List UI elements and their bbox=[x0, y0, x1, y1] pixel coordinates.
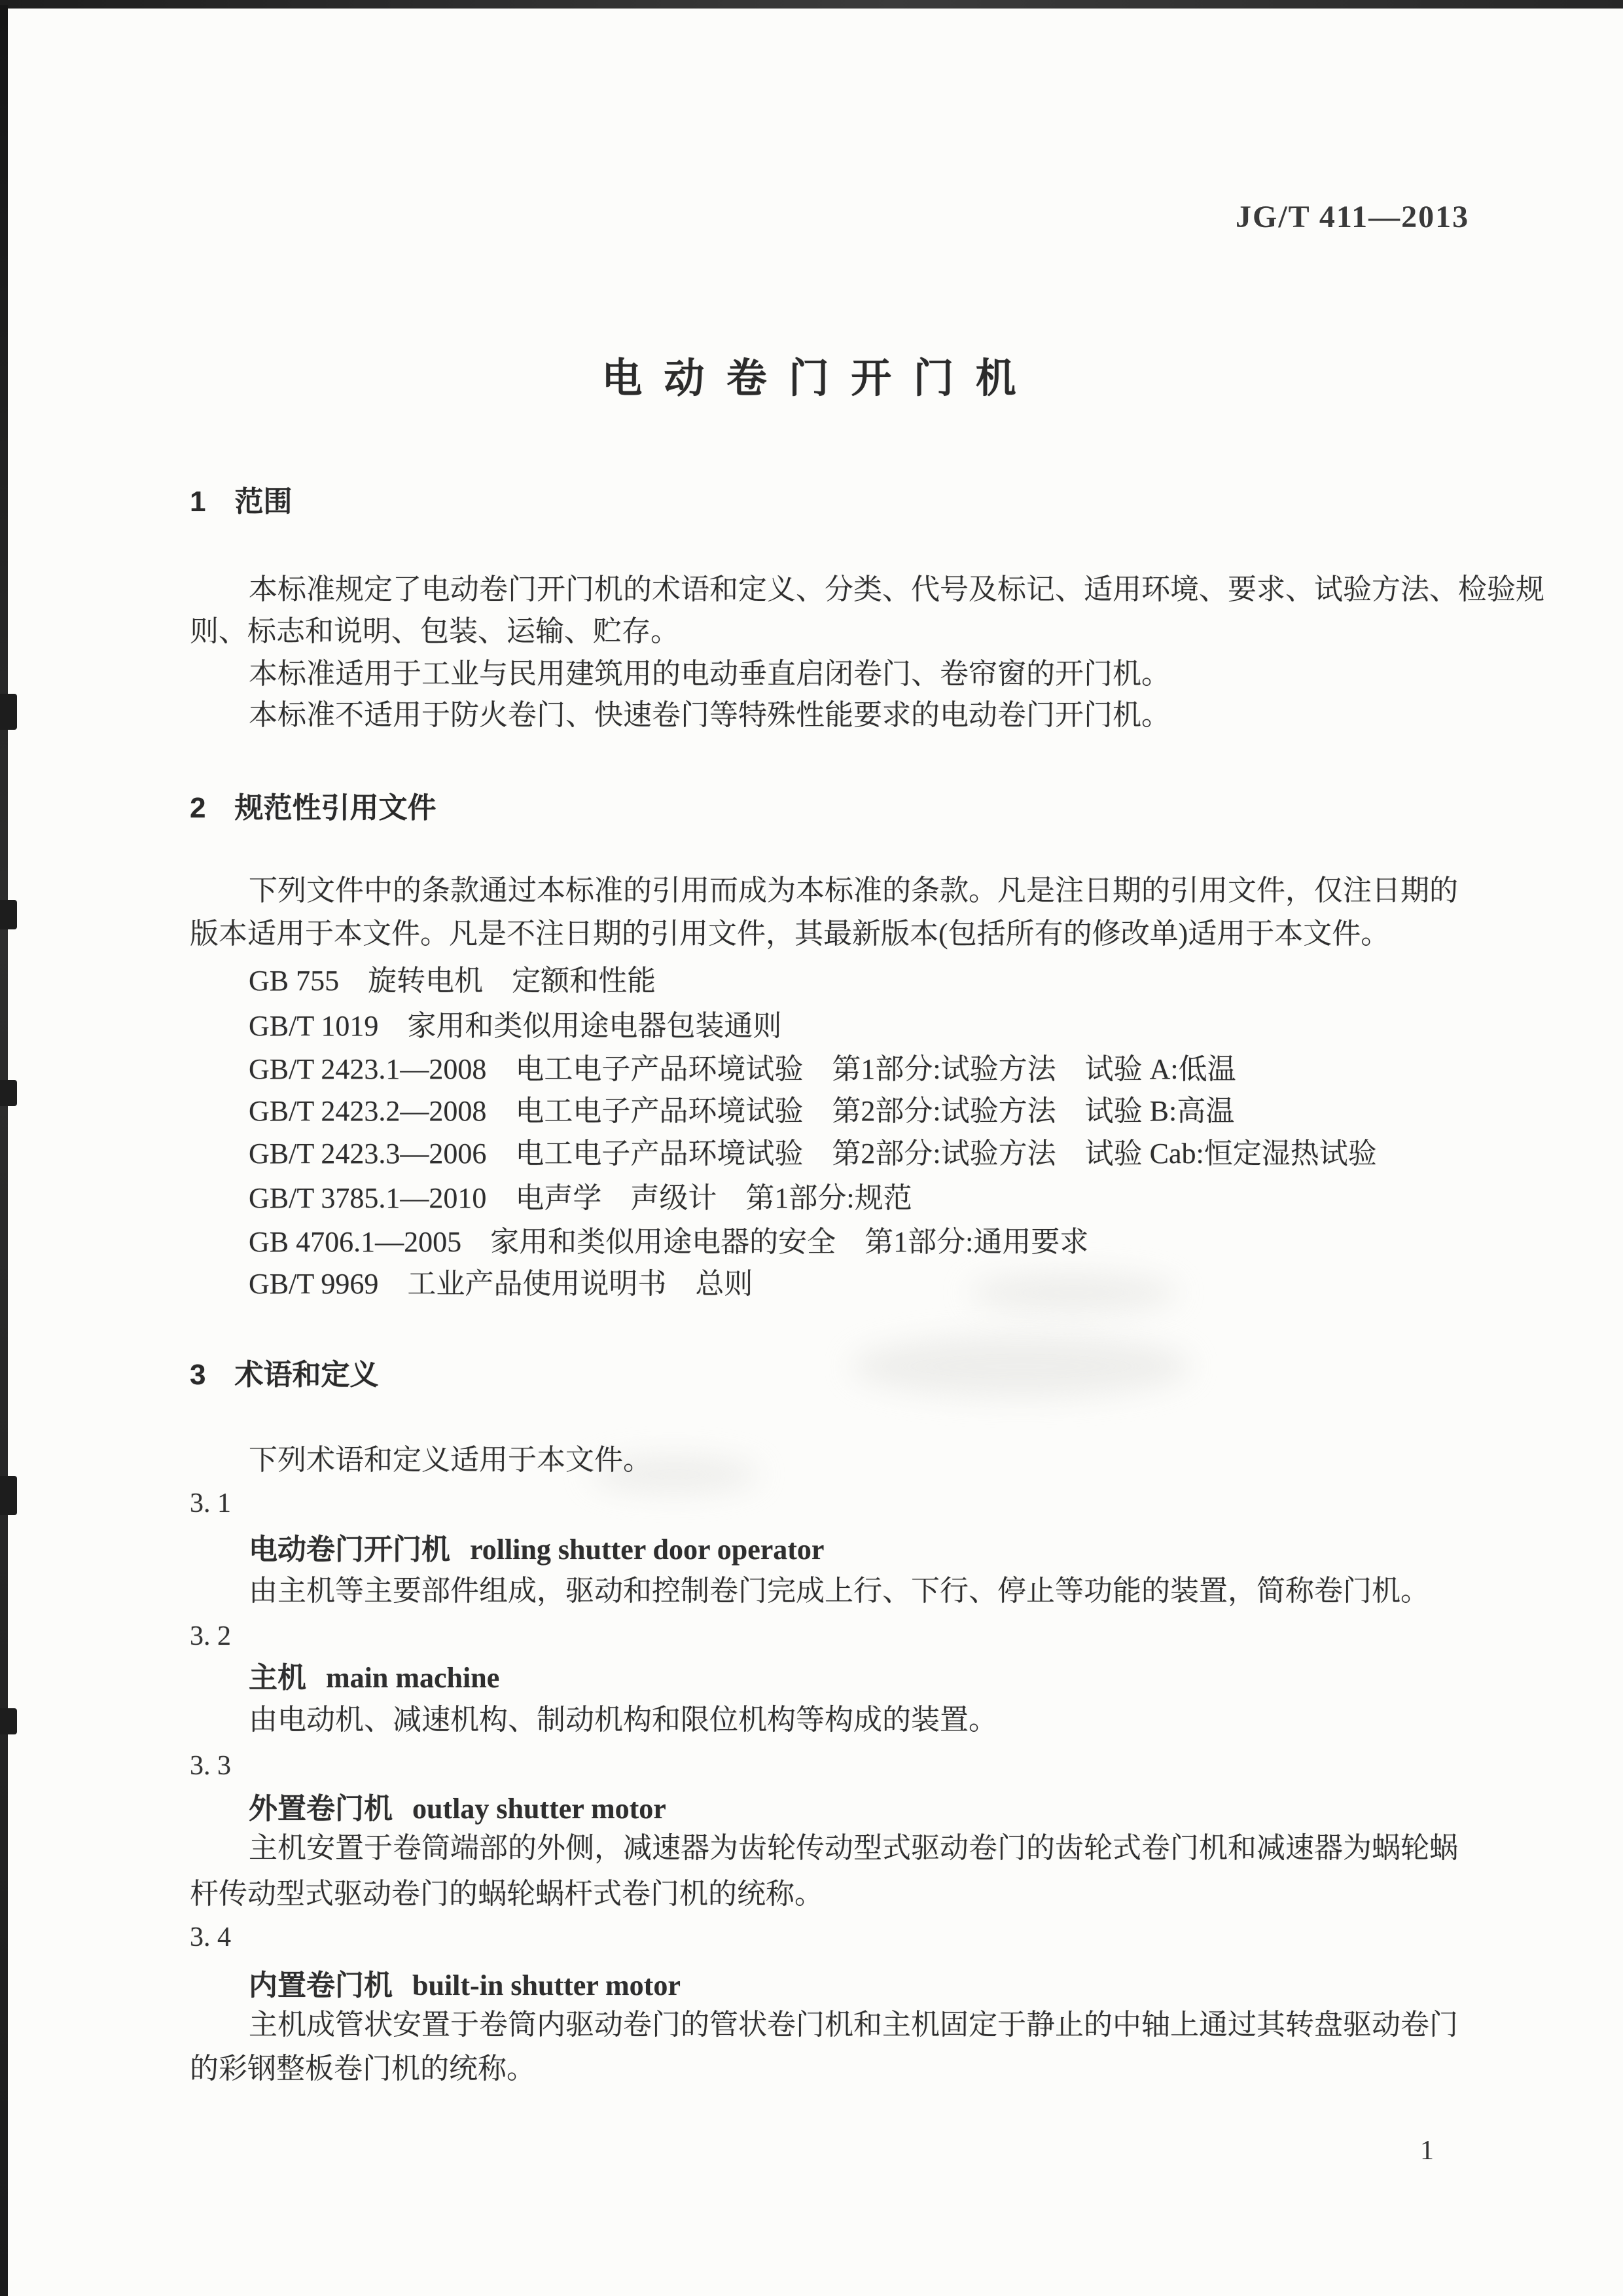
page-number: 1 bbox=[1420, 2136, 1434, 2166]
scan-tick-mark bbox=[0, 1476, 17, 1515]
references-intro-line: 下列文件中的条款通过本标准的引用而成为本标准的条款。凡是注日期的引用文件，仅注日期的 bbox=[249, 874, 1458, 906]
term-3-3-clause: 3. 3 bbox=[190, 1751, 231, 1781]
scope-paragraph-line: 本标准规定了电动卷门开门机的术语和定义、分类、代号及标记、适用环境、要求、试验方法、检验规 bbox=[249, 573, 1544, 605]
reference-item: GB/T 9969 工业产品使用说明书 总则 bbox=[249, 1268, 753, 1300]
term-3-3-en: outlay shutter motor bbox=[412, 1793, 666, 1825]
term-3-1-definition-line: 由主机等主要部件组成，驱动和控制卷门完成上行、下行、停止等功能的装置，简称卷门机。 bbox=[249, 1575, 1429, 1607]
section-2-heading: 2 规范性引用文件 bbox=[190, 792, 437, 824]
term-3-2-cn: 主机 bbox=[249, 1662, 306, 1694]
term-3-3-title bbox=[249, 1793, 666, 1826]
term-3-4-clause: 3. 4 bbox=[190, 1922, 231, 1952]
scan-tick-mark bbox=[0, 1080, 17, 1106]
reference-item: GB/T 3785.1—2010 电声学 声级计 第1部分:规范 bbox=[249, 1182, 912, 1214]
term-3-1-clause: 3. 1 bbox=[190, 1488, 231, 1518]
scope-paragraph-line: 本标准不适用于防火卷门、快速卷门等特殊性能要求的电动卷门开门机。 bbox=[249, 699, 1170, 731]
term-3-1-cn: 电动卷门开门机 bbox=[249, 1534, 450, 1566]
term-3-4-cn: 内置卷门机 bbox=[249, 1969, 393, 2001]
reference-item: GB 4706.1—2005 家用和类似用途电器的安全 第1部分:通用要求 bbox=[249, 1226, 1089, 1258]
reference-item: GB/T 2423.3—2006 电工电子产品环境试验 第2部分:试验方法 试验 Cab:恒定湿热试验 bbox=[249, 1138, 1377, 1170]
section-1-heading: 1 范围 bbox=[190, 486, 293, 518]
term-3-4-definition-line: 的彩钢整板卷门机的统称。 bbox=[190, 2053, 535, 2085]
term-3-2-clause: 3. 2 bbox=[190, 1621, 231, 1651]
scan-top-edge bbox=[0, 0, 1623, 9]
term-3-2-title bbox=[249, 1662, 499, 1695]
term-3-3-definition-line: 主机安置于卷筒端部的外侧，减速器为齿轮传动型式驱动卷门的齿轮式卷门机和减速器为蜗轮蜗 bbox=[249, 1832, 1458, 1864]
term-3-1-title bbox=[249, 1534, 824, 1567]
reference-item: GB/T 2423.1—2008 电工电子产品环境试验 第1部分:试验方法 试验 A:低温 bbox=[249, 1053, 1236, 1085]
reference-item: GB/T 2423.2—2008 电工电子产品环境试验 第2部分:试验方法 试验 B:高温 bbox=[249, 1095, 1235, 1127]
scan-tick-mark bbox=[0, 1708, 17, 1734]
scan-tick-mark bbox=[0, 694, 17, 730]
term-3-3-cn: 外置卷门机 bbox=[249, 1793, 393, 1825]
scope-paragraph-line: 本标准适用于工业与民用建筑用的电动垂直启闭卷门、卷帘窗的开门机。 bbox=[249, 658, 1170, 690]
term-3-4-en: built-in shutter motor bbox=[412, 1969, 681, 2001]
scan-bleed-smudge bbox=[851, 1335, 1191, 1397]
term-3-1-en: rolling shutter door operator bbox=[470, 1534, 825, 1566]
references-intro-line: 版本适用于本文件。凡是不注日期的引用文件，其最新版本(包括所有的修改单)适用于本文件。 bbox=[190, 918, 1390, 950]
term-3-3-definition-line: 杆传动型式驱动卷门的蜗轮蜗杆式卷门机的统称。 bbox=[190, 1878, 823, 1910]
standard-code: JG/T 411—2013 bbox=[1236, 200, 1470, 234]
term-3-2-en: main machine bbox=[326, 1662, 500, 1694]
term-3-4-title bbox=[249, 1969, 681, 2003]
terms-intro: 下列术语和定义适用于本文件。 bbox=[249, 1444, 652, 1476]
document-title: 电 动 卷 门 开 门 机 bbox=[601, 356, 1022, 401]
scan-tick-mark bbox=[0, 900, 17, 929]
reference-item: GB/T 1019 家用和类似用途电器包装通则 bbox=[249, 1010, 782, 1042]
term-3-2-definition-line: 由电动机、减速机构、制动机构和限位机构等构成的装置。 bbox=[249, 1704, 997, 1736]
term-3-4-definition-line: 主机成管状安置于卷筒内驱动卷门的管状卷门机和主机固定于静止的中轴上通过其转盘驱动卷门 bbox=[249, 2009, 1458, 2041]
scan-bleed-smudge bbox=[969, 1273, 1178, 1312]
reference-item: GB 755 旋转电机 定额和性能 bbox=[249, 965, 656, 997]
scope-paragraph-line: 则、标志和说明、包装、运输、贮存。 bbox=[190, 615, 679, 647]
section-3-heading: 3 术语和定义 bbox=[190, 1359, 379, 1391]
